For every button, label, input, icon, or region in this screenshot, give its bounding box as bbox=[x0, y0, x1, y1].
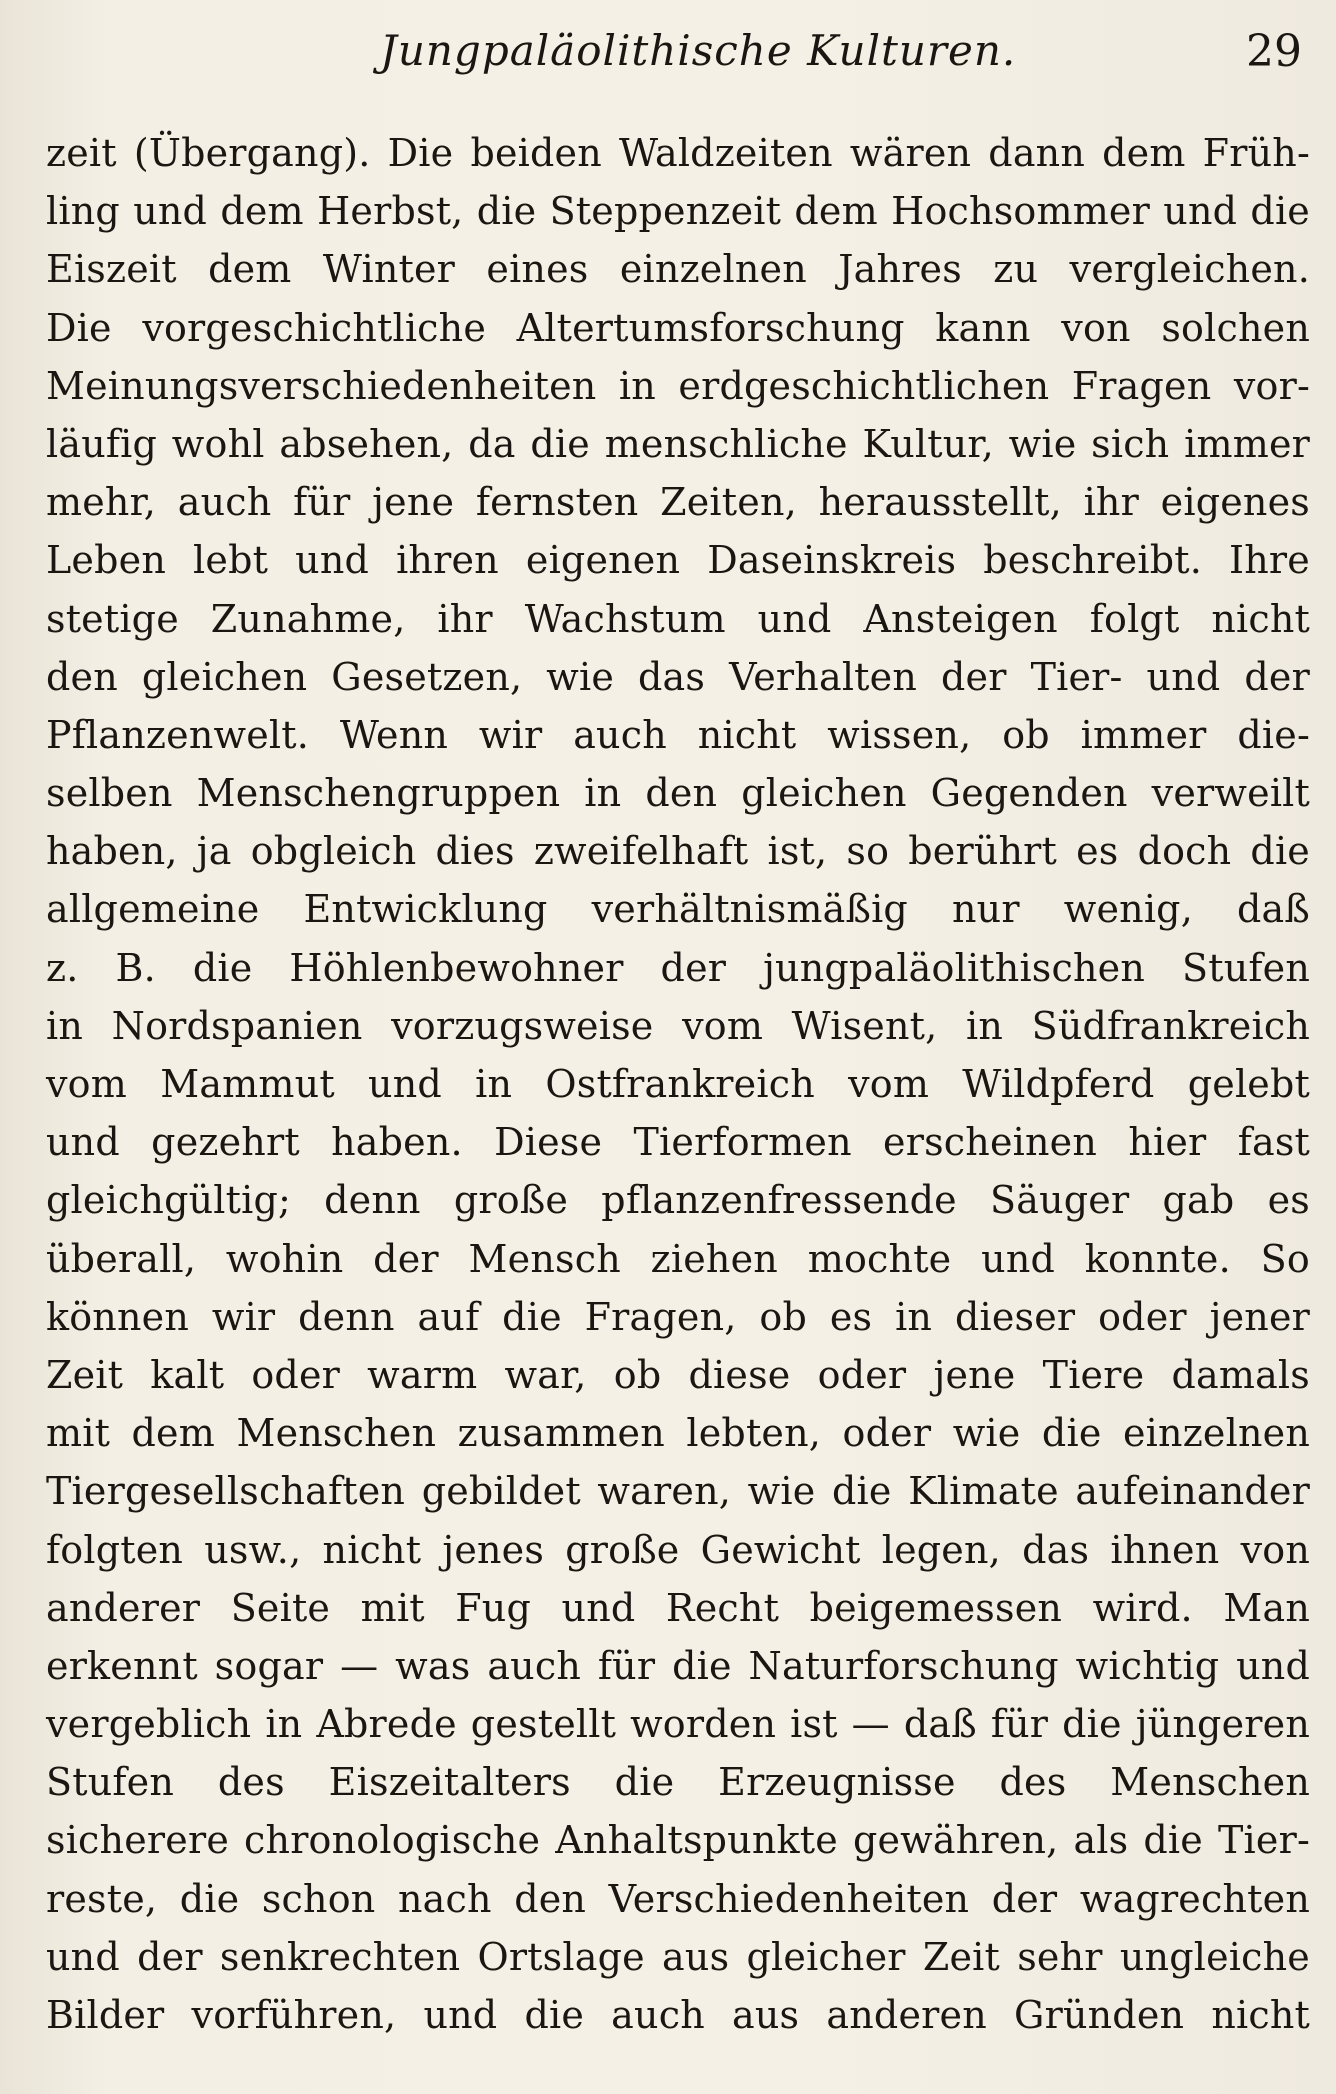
text-line: haben, ja obgleich dies zweifelhaft ist, so berührt es doch die bbox=[46, 829, 1310, 874]
text-line: erkennt sogar — was auch für die Naturforschung wichtig und bbox=[46, 1643, 1310, 1688]
text-line: Stufen des Eiszeitalters die Erzeugnisse des Menschen bbox=[46, 1760, 1310, 1805]
text-line: in Nordspanien vorzugsweise vom Wisent, in Südfrankreich bbox=[46, 1003, 1310, 1048]
text-line: Pflanzenwelt. Wenn wir auch nicht wissen, ob immer die- bbox=[46, 712, 1310, 757]
text-line: Die vorgeschichtliche Altertumsforschung kann von solchen bbox=[46, 305, 1310, 350]
text-line: selben Menschengruppen in den gleichen Gegenden verweilt bbox=[46, 771, 1310, 816]
text-line: anderer Seite mit Fug und Recht beigemessen wird. Man bbox=[46, 1585, 1310, 1630]
text-line: mehr, auch für jene fernsten Zeiten, herausstellt, ihr eigenes bbox=[46, 480, 1310, 525]
text-line: und der senkrechten Ortslage aus gleicher Zeit sehr ungleiche bbox=[46, 1934, 1310, 1979]
text-line: den gleichen Gesetzen, wie das Verhalten der Tier- und der bbox=[46, 654, 1310, 699]
text-line: sicherere chronologische Anhaltspunkte gewähren, als die Tier- bbox=[46, 1818, 1310, 1863]
text-line: reste, die schon nach den Verschiedenheiten der wagrechten bbox=[46, 1876, 1310, 1921]
text-line: vergeblich in Abrede gestellt worden ist — daß für die jüngeren bbox=[46, 1702, 1310, 1747]
text-line: Tiergesellschaften gebildet waren, wie die Klimate aufeinander bbox=[46, 1469, 1310, 1514]
body-text bbox=[46, 124, 1310, 2044]
text-line: läufig wohl absehen, da die menschliche Kultur, wie sich immer bbox=[46, 421, 1310, 466]
text-line: und gezehrt haben. Diese Tierformen erscheinen hier fast bbox=[46, 1120, 1310, 1165]
text-line: zeit (Übergang). Die beiden Waldzeiten wären dann dem Früh- bbox=[46, 131, 1310, 175]
text-line: mit dem Menschen zusammen lebten, oder wie die einzelnen bbox=[46, 1411, 1310, 1456]
text-line: Bilder vorführen, und die auch aus anderen Gründen nicht bbox=[46, 1993, 1310, 2037]
text-line: überall, wohin der Mensch ziehen mochte und konnte. So bbox=[46, 1236, 1310, 1281]
text-line: stetige Zunahme, ihr Wachstum und Ansteigen folgt nicht bbox=[46, 596, 1310, 641]
text-line: folgten usw., nicht jenes große Gewicht legen, das ihnen von bbox=[46, 1527, 1310, 1572]
text-line: gleichgültig; denn große pflanzenfressende Säuger gab es bbox=[46, 1178, 1310, 1223]
page-number: 29 bbox=[1246, 26, 1302, 77]
text-line: allgemeine Entwicklung verhältnismäßig nur wenig, daß bbox=[46, 887, 1310, 932]
text-line: ling und dem Herbst, die Steppenzeit dem Hochsommer und die bbox=[46, 189, 1310, 234]
text-line: können wir denn auf die Fragen, ob es in dieser oder jener bbox=[46, 1294, 1310, 1339]
text-line: Zeit kalt oder warm war, ob diese oder jene Tiere damals bbox=[46, 1352, 1310, 1397]
text-line: z. B. die Höhlenbewohner der jungpaläolithischen Stufen bbox=[46, 945, 1310, 990]
running-title: Jungpaläolithische Kulturen. bbox=[380, 26, 1017, 75]
text-line: Eiszeit dem Winter eines einzelnen Jahres zu vergleichen. bbox=[46, 247, 1310, 292]
text-line: Meinungsverschiedenheiten in erdgeschichtlichen Fragen vor- bbox=[46, 363, 1310, 408]
text-line: vom Mammut und in Ostfrankreich vom Wildpferd gelebt bbox=[46, 1062, 1310, 1106]
page-header bbox=[380, 26, 1302, 86]
text-line: Leben lebt und ihren eigenen Daseinskreis beschreibt. Ihre bbox=[46, 538, 1310, 583]
